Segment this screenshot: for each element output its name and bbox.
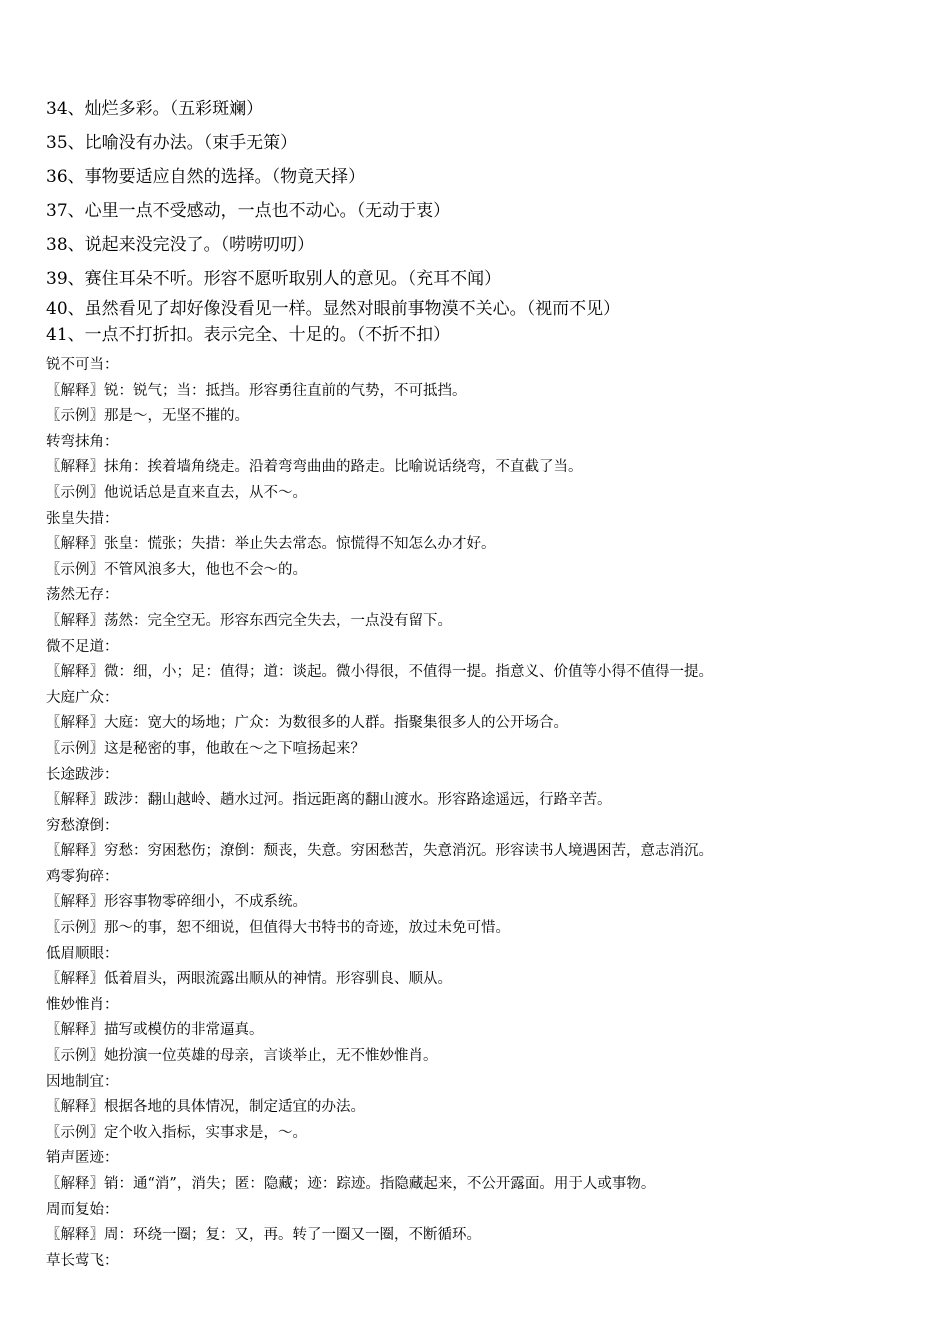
idiom-explanation: 〖解释〗抹角：挨着墙角绕走。沿着弯弯曲曲的路走。比喻说话绕弯，不直截了当。 (46, 459, 583, 476)
idiom-explanation: 〖解释〗周：环绕一圈；复：又，再。转了一圈又一圈，不断循环。 (46, 1227, 481, 1244)
idiom-example: 〖示例〗这是秘密的事，他敢在～之下喧扬起来？ (46, 740, 365, 757)
idiom-title: 锐不可当： (46, 357, 119, 373)
idiom-title: 穷愁潦倒： (46, 817, 119, 834)
idiom-title: 张皇失措： (46, 510, 119, 527)
numbered-item: 35、比喻没有办法。（束手无策） (46, 133, 298, 153)
idiom-explanation: 〖解释〗张皇：慌张；失措：举止失去常态。惊慌得不知怎么办才好。 (46, 536, 496, 553)
idiom-explanation: 〖解释〗大庭：宽大的场地；广众：为数很多的人群。指聚集很多人的公开场合。 (46, 715, 568, 732)
idiom-title: 惟妙惟肖： (46, 996, 119, 1013)
numbered-item: 40、虽然看见了却好像没看见一样。显然对眼前事物漠不关心。（视而不见） (46, 299, 621, 319)
numbered-item: 37、心里一点不受感动，一点也不动心。（无动于衷） (46, 201, 451, 221)
idiom-explanation: 〖解释〗形容事物零碎细小，不成系统。 (46, 894, 307, 911)
idiom-example: 〖示例〗他说话总是直来直去，从不～。 (46, 484, 307, 501)
idiom-example: 〖示例〗不管风浪多大，他也不会～的。 (46, 561, 307, 578)
idiom-example: 〖示例〗她扮演一位英雄的母亲，言谈举止，无不惟妙惟肖。 (46, 1048, 438, 1065)
idiom-explanation-list (46, 353, 926, 1274)
numbered-item: 41、一点不打折扣。表示完全、十足的。（不折不扣） (46, 325, 451, 345)
idiom-title: 长途跋涉： (46, 766, 119, 783)
idiom-title: 微不足道： (46, 638, 119, 655)
idiom-title: 销声匿迹： (46, 1150, 119, 1167)
idiom-title: 鸡零狗碎： (46, 868, 119, 885)
idiom-explanation: 〖解释〗微：细，小；足：值得；道：谈起。微小得很，不值得一提。指意义、价值等小得不值得一提。 (46, 664, 713, 681)
idiom-explanation: 〖解释〗描写或模仿的非常逼真。 (46, 1022, 264, 1039)
idiom-title: 低眉顺眼： (46, 945, 119, 962)
idiom-explanation: 〖解释〗低着眉头，两眼流露出顺从的神情。形容驯良、顺从。 (46, 971, 452, 988)
idiom-title: 周而复始： (46, 1201, 119, 1218)
numbered-item: 39、赛住耳朵不听。形容不愿听取别人的意见。（充耳不闻） (46, 269, 502, 289)
idiom-title: 转弯抹角： (46, 433, 119, 450)
numbered-item: 38、说起来没完没了。（唠唠叨叨） (46, 235, 315, 255)
idiom-title: 大庭广众： (46, 689, 119, 706)
idiom-title: 因地制宜： (46, 1073, 119, 1090)
idiom-example: 〖示例〗定个收入指标，实事求是，～。 (46, 1124, 307, 1141)
idiom-title: 草长莺飞： (46, 1252, 119, 1269)
idiom-explanation: 〖解释〗根据各地的具体情况，制定适宜的办法。 (46, 1099, 365, 1116)
idiom-title: 荡然无存： (46, 587, 119, 604)
numbered-idiom-list (46, 92, 906, 348)
idiom-example: 〖示例〗那～的事，恕不细说，但值得大书特书的奇迹，放过未免可惜。 (46, 920, 510, 937)
numbered-item: 34、灿烂多彩。（五彩斑斓） (46, 99, 264, 119)
idiom-explanation: 〖解释〗销：通“消”，消失；匿：隐藏；迹：踪迹。指隐藏起来，不公开露面。用于人或事物。 (46, 1176, 656, 1192)
idiom-example: 〖示例〗那是～，无坚不摧的。 (46, 408, 249, 425)
numbered-item: 36、事物要适应自然的选择。（物竟天择） (46, 167, 366, 187)
idiom-explanation: 〖解释〗穷愁：穷困愁伤；潦倒：颓丧，失意。穷困愁苦，失意消沉。形容读书人境遇困苦，意志消沉。 (46, 843, 713, 860)
idiom-explanation: 〖解释〗跋涉：翻山越岭、趟水过河。指远距离的翻山渡水。形容路途遥远，行路辛苦。 (46, 792, 612, 809)
idiom-explanation: 〖解释〗荡然：完全空无。形容东西完全失去，一点没有留下。 (46, 612, 452, 629)
idiom-explanation: 〖解释〗锐：锐气；当：抵挡。形容勇往直前的气势，不可抵挡。 (46, 382, 467, 399)
